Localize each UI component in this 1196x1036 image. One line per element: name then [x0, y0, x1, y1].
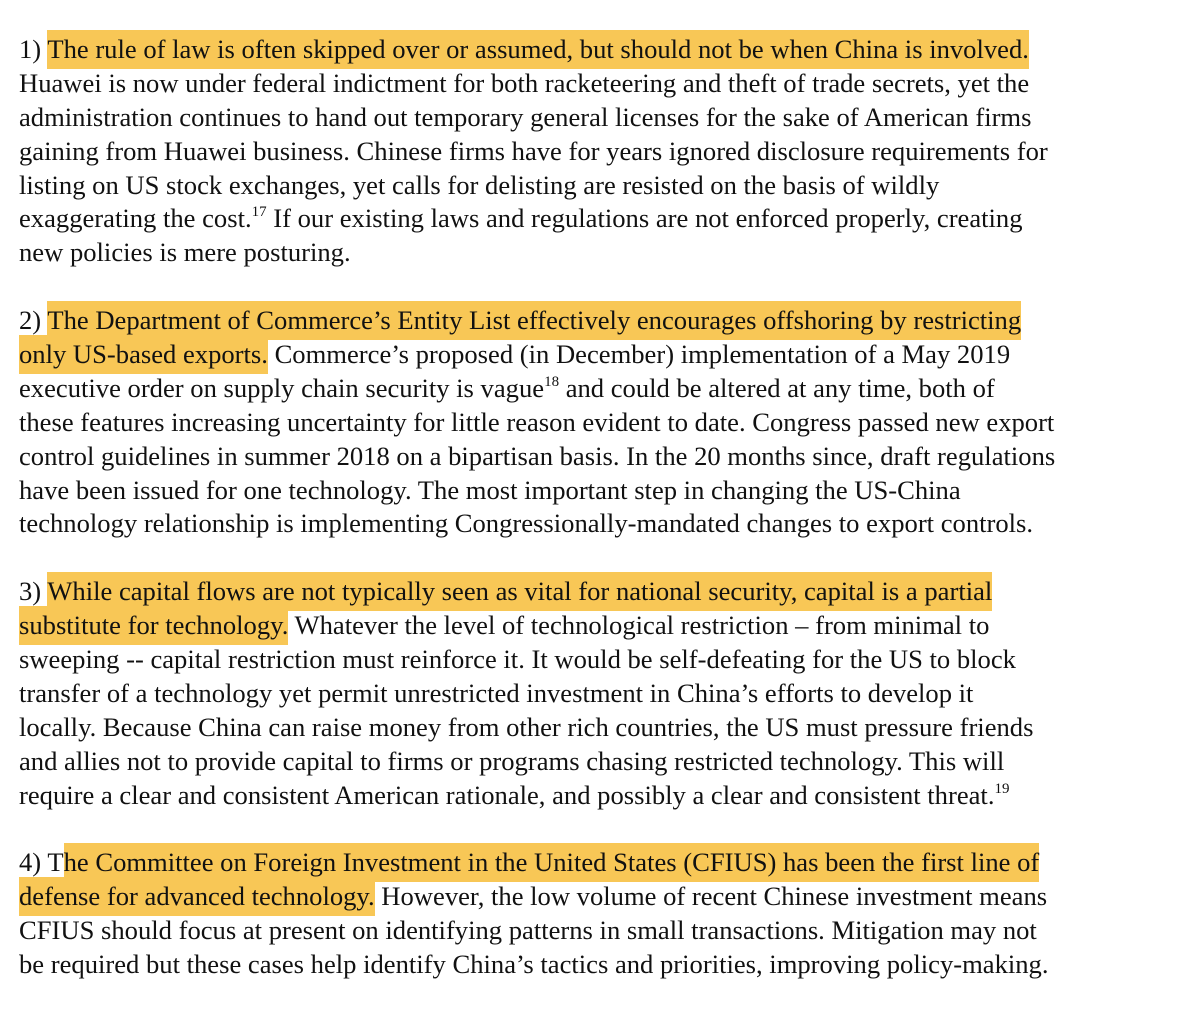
- line-text: administration continues to hand out temporary general licenses for the sake of American firms: [19, 101, 1032, 132]
- line-text: 2): [19, 305, 48, 336]
- line-text: require a clear and consistent American rationale, and possibly a clear and consistent threat.: [19, 779, 995, 810]
- text-line: [19, 67, 1179, 101]
- line-text: sweeping -- capital restriction must reinforce it. It would be self-defeating for the US to block: [19, 644, 1016, 675]
- line-text: transfer of a technology yet permit unrestricted investment in China’s efforts to develop it: [19, 677, 974, 708]
- highlighted-text: While capital flows are not typically seen as vital for national security, capital is a partial: [47, 572, 992, 611]
- text-line: [19, 202, 1179, 236]
- paragraph-4: [19, 846, 1179, 982]
- line-text: new policies is mere posturing.: [19, 237, 351, 268]
- document-page: [19, 33, 1179, 1016]
- text-line: [19, 711, 1179, 745]
- line-text: these features increasing uncertainty for little reason evident to date. Congress passed new export: [19, 406, 1055, 437]
- text-line: [19, 33, 1179, 67]
- line-text: Whatever the level of technological restriction – from minimal to: [288, 610, 990, 641]
- highlighted-text: only US-based exports.: [19, 335, 268, 374]
- text-line: [19, 135, 1179, 169]
- line-text: Huawei is now under federal indictment for both racketeering and theft of trade secrets, yet the: [19, 67, 1030, 98]
- line-text: 3): [19, 576, 48, 607]
- text-line: [19, 372, 1179, 406]
- text-line: [19, 575, 1179, 609]
- footnote-ref-18[interactable]: 18: [544, 373, 560, 390]
- line-text: 1): [19, 34, 48, 64]
- line-text: technology relationship is implementing Congressionally-mandated changes to export controls.: [19, 508, 1034, 539]
- text-line: [19, 169, 1179, 203]
- text-line: [19, 236, 1179, 270]
- line-text: 4) T: [19, 847, 64, 878]
- text-line: [19, 643, 1179, 677]
- line-text: control guidelines in summer 2018 on a bipartisan basis. In the 20 months since, draft regulations: [19, 440, 1056, 471]
- line-text: Commerce’s proposed (in December) implementation of a May 2019: [267, 339, 1011, 370]
- text-line: [19, 948, 1179, 982]
- paragraph-3: [19, 575, 1179, 812]
- highlighted-text: substitute for technology.: [19, 606, 288, 645]
- line-text: be required but these cases help identify China’s tactics and priorities, improving policy-making.: [19, 949, 1049, 980]
- text-line: [19, 507, 1179, 541]
- line-text: and could be altered at any time, both of: [559, 372, 995, 403]
- text-line: [19, 880, 1179, 914]
- line-text: If our existing laws and regulations are not enforced properly, creating: [266, 203, 1023, 234]
- highlighted-text: he Committee on Foreign Investment in the United States (CFIUS) has been the first line of: [64, 843, 1040, 882]
- line-text: However, the low volume of recent Chinese investment means: [374, 881, 1048, 912]
- highlighted-text: The rule of law is often skipped over or assumed, but should not be when China is involved.: [47, 30, 1029, 69]
- paragraph-2: [19, 304, 1179, 541]
- text-line: [19, 677, 1179, 711]
- highlighted-text: defense for advanced technology.: [19, 877, 375, 916]
- text-line: [19, 779, 1179, 813]
- line-text: listing on US stock exchanges, yet calls for delisting are resisted on the basis of wildly: [19, 169, 940, 200]
- text-line: [19, 474, 1179, 508]
- line-text: gaining from Huawei business. Chinese firms have for years ignored disclosure requirements for: [19, 135, 1048, 166]
- text-line: [19, 745, 1179, 779]
- text-line: [19, 914, 1179, 948]
- text-line: [19, 609, 1179, 643]
- footnote-ref-17[interactable]: 17: [251, 204, 267, 221]
- line-text: locally. Because China can raise money from other rich countries, the US must pressure friends: [19, 711, 1034, 742]
- highlighted-text: The Department of Commerce’s Entity List effectively encourages offshoring by restricting: [47, 301, 1021, 340]
- text-line: [19, 101, 1179, 135]
- text-line: [19, 846, 1179, 880]
- text-line: [19, 406, 1179, 440]
- line-text: executive order on supply chain security is vague: [19, 372, 545, 403]
- text-line: [19, 440, 1179, 474]
- line-text: CFIUS should focus at present on identifying patterns in small transactions. Mitigation may not: [19, 915, 1037, 946]
- footnote-ref-19[interactable]: 19: [994, 780, 1010, 797]
- text-line: [19, 338, 1179, 372]
- text-line: [19, 304, 1179, 338]
- paragraph-1: [19, 33, 1179, 270]
- line-text: and allies not to provide capital to firms or programs chasing restricted technology. This will: [19, 745, 1005, 776]
- line-text: exaggerating the cost.: [19, 203, 252, 234]
- line-text: have been issued for one technology. The most important step in changing the US-China: [19, 474, 961, 505]
